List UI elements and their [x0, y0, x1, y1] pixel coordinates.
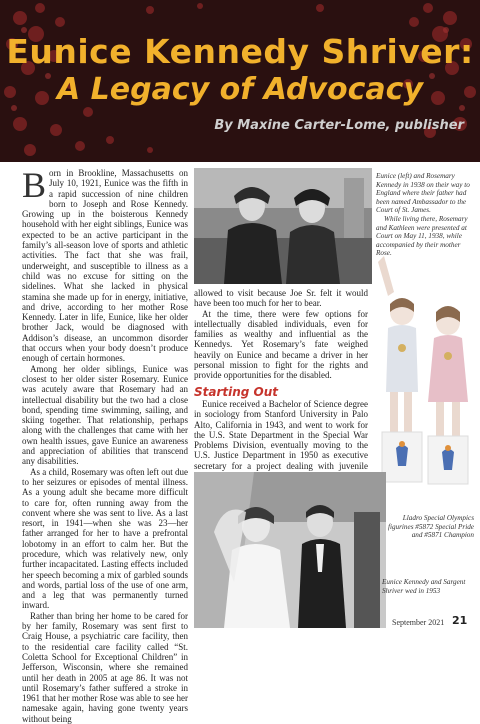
- paragraph: Eunice received a Bachelor of Science degree in sociology from Stanford University in Palo Alto, California in 1943, and went to work for the U.S. State Department in the Special War Problems Division, eventually moving to the U.S. Justice Department in 1950 as executive secretary for a project dealing with juvenile: [194, 398, 368, 471]
- caption-text: While living there, Rosemary and Kathleen were presented at Court on May 11, 1938, while accompanied by their mother Rose.: [376, 214, 468, 258]
- paragraph: As a child, Rosemary was often left out due to her seizures or episodes of mental illness. As a young adult she became more difficult to care for, often running away from the convent where she was sent to live. As a last resort, in 1941—when she was 23—her father arranged for her to have a prefrontal lobotomy in an effort to calm her. But the procedure, which was relatively new, only further incapacitated. Lasting effects included her speech becoming a mix of garbled sounds and words, partial loss of the use of one arm, and a leg that was permanently turned inward.: [22, 466, 188, 611]
- caption-sisters: [376, 172, 472, 258]
- section-heading: Starting Out: [194, 384, 279, 399]
- paragraph: allowed to visit because Joe Sr. felt it would have been too much for her to bear.: [194, 288, 368, 309]
- photo-lladro-figurines: [372, 252, 476, 514]
- article-title-line1: Eunice Kennedy Shriver:: [6, 32, 474, 71]
- wedding-illustration: [194, 472, 386, 628]
- header-banner: [0, 0, 480, 162]
- page-number: 21: [452, 614, 468, 627]
- caption-wedding: Eunice Kennedy and Sargent Shriver wed in 1953: [382, 578, 466, 595]
- article-title-line2: A Legacy of Advocacy: [56, 72, 424, 107]
- article-column-left: [22, 165, 188, 724]
- paragraph: Rather than bring her home to be cared for by her family, Rosemary was sent first to Craig House, a psychiatric care facility, then to the residential care facility called “St. Coletta School for Exceptional Children” in Jefferson, Wisconsin, where she remained until her death in 2005 at age 86. It was not until Rosemary’s father suffered a stroke in 1961 that her mother Rose was able to see her namesake again, having gone twenty years without being: [22, 610, 188, 724]
- figurines-illustration: [372, 252, 476, 514]
- caption-text: Eunice (left) and Rosemary Kennedy in 1938 on their way to England where their father had been named Ambassador to the Court of St. James.: [376, 172, 470, 215]
- paragraph: Among her older siblings, Eunice was closest to her older sister Rosemary. Eunice was acutely aware that Rosemary had an intellectual disability but the two had a close bond, spending time swimming, sailing, and skiing together. That relationship, perhaps along with the challenges that came with her own health issues, gave Eunice an awareness and appreciation of abilities that transcend any disabilities.: [22, 363, 188, 467]
- photo-eunice-and-rosemary: [194, 168, 372, 284]
- paragraph: [22, 165, 188, 364]
- drop-cap: B: [22, 165, 47, 205]
- byline: By Maxine Carter-Lome, publisher: [214, 118, 464, 133]
- photo-wedding: [194, 472, 386, 628]
- paragraph: At the time, there were few options for intellectually disabled individuals, even for families as wealthy and influential as the Kennedys. Yet Rosemary’s fate weighed heavily on Eunice and became a driver in her personal mission to fight for the rights and provide opportunities for the disabled.: [194, 308, 368, 381]
- paragraph-text: orn in Brookline, Massachusetts on July 10, 1921, Eunice was the fifth in a rapid succession of nine children born to Joseph and Rose Kennedy. Growing up in the boisterous Kennedy household with her eight siblings, Eunice was expected to be an active participant in the family’s all-season love of sports and athletic activities. The fact that she was frail, underweight, and susceptible to illness as a child was no excuse for sitting on the sidelines. What she lacked in physical stamina she made up for in energy, initiative, and drive, according to her mother Rose Kennedy. Later in life, Eunice, like her older brother Jack, would be diagnosed with Addison’s disease, an uncommon disorder that occurs when your body doesn’t produce enough of certain hormones.: [22, 168, 188, 364]
- footer-issue-date: September 2021: [392, 618, 445, 627]
- photo-illustration: [194, 168, 372, 284]
- caption-figurines: Lladro Special Olympics figurines #5872 Special Pride and #5871 Champion: [387, 514, 474, 540]
